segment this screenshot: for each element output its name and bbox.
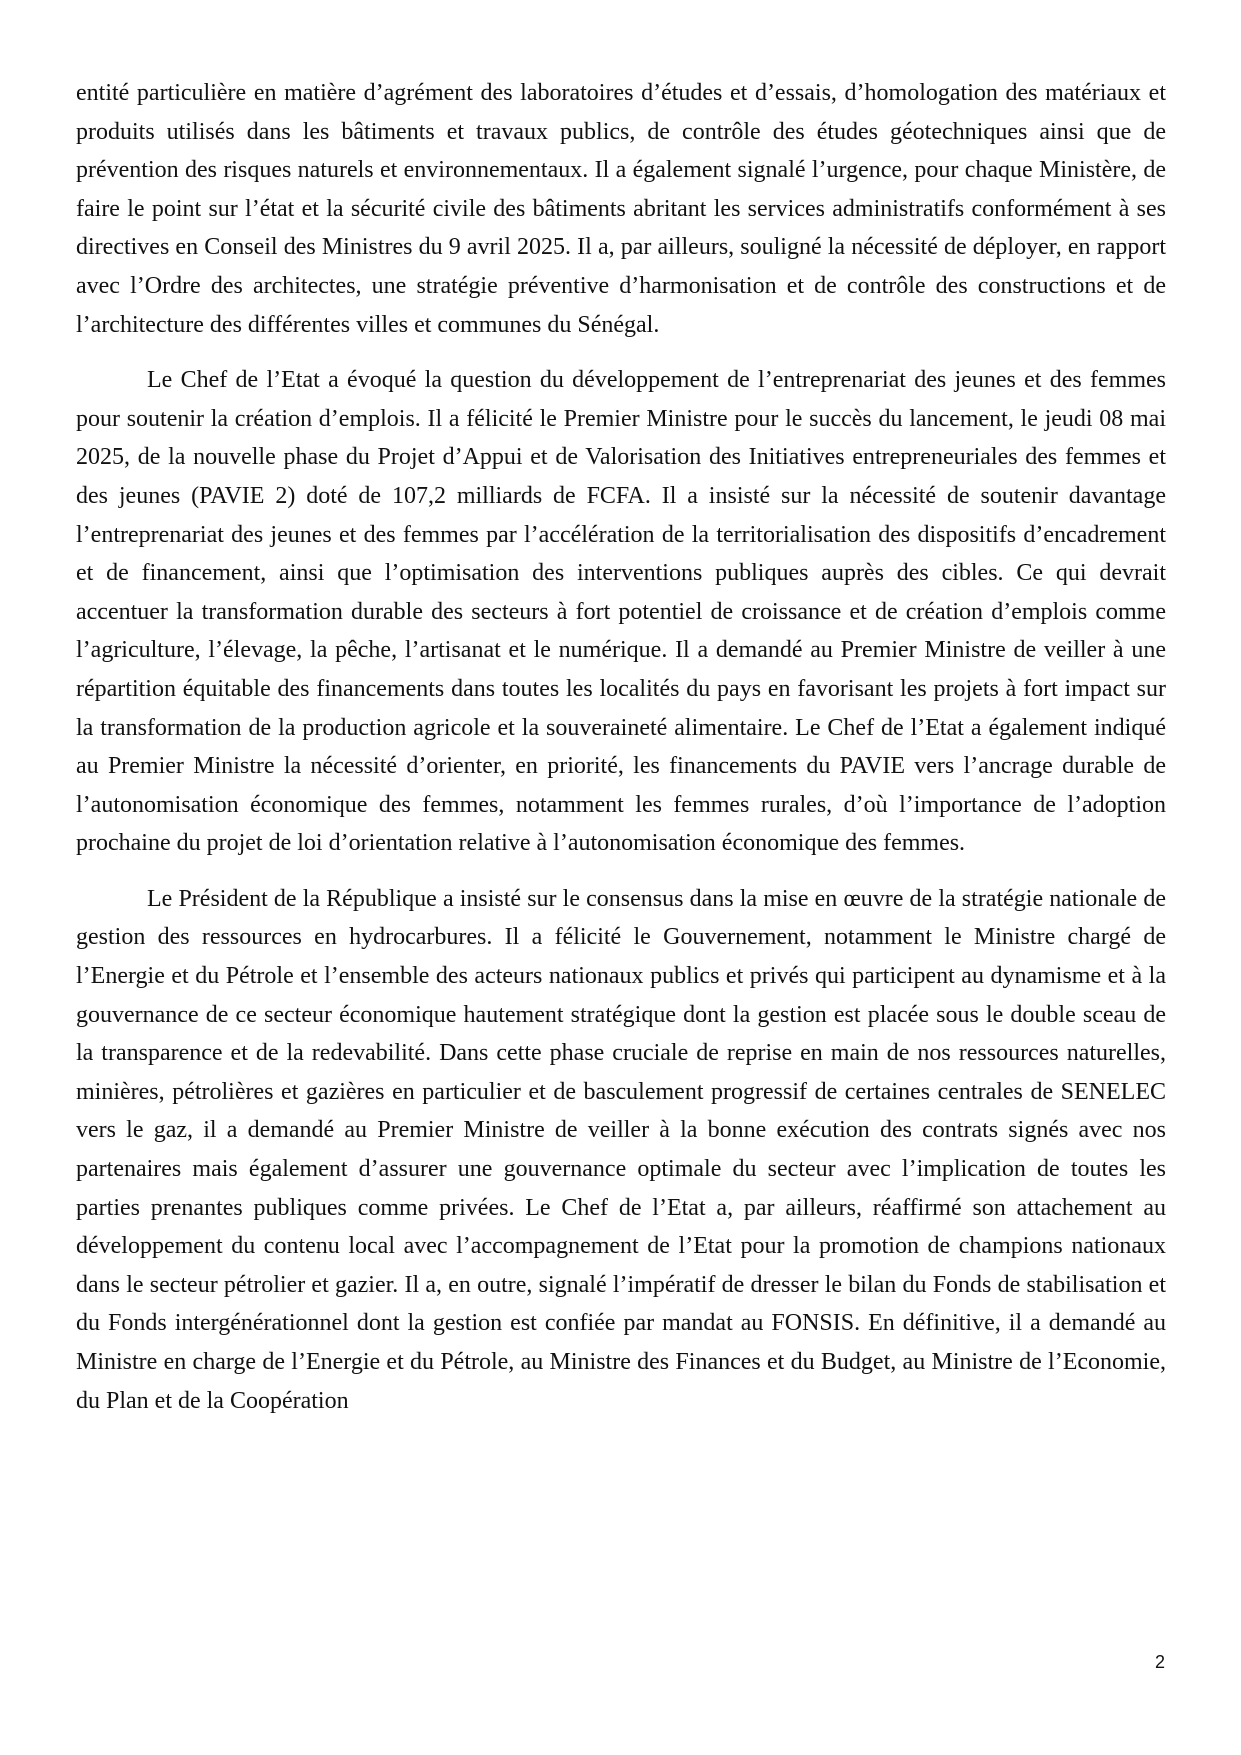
document-page [76,74,1166,1437]
paragraph-construction-control: entité particulière en matière d’agrément des laboratoires d’études et d’essais, d’homologation des matériaux et produits utilisés dans les bâtiments et travaux publics, de contrôle des études géotechniques ainsi que de prévention des risques naturels et environnementaux. Il a également signalé l’urgence, pour chaque Ministère, de faire le point sur l’état et la sécurité civile des bâtiments abritant les services administratifs conformément à ses directives en Conseil des Ministres du 9 avril 2025. Il a, par ailleurs, souligné la nécessité de déployer, en rapport avec l’Ordre des architectes, une stratégie préventive d’harmonisation et de contrôle des constructions et de l’architecture des différentes villes et communes du Sénégal. [76,80,1166,338]
paragraph-hydrocarbons-strategy: Le Président de la République a insisté sur le consensus dans la mise en œuvre de la stratégie nationale de gestion des ressources en hydrocarbures. Il a félicité le Gouvernement, notamment le Ministre chargé de l’Energie et du Pétrole et l’ensemble des acteurs nationaux publics et privés qui participent au dynamisme et à la gouvernance de ce secteur économique hautement stratégique dont la gestion est placée sous le double sceau de la transparence et de la redevabilité. Dans cette phase cruciale de reprise en main de nos ressources naturelles, minières, pétrolières et gazières en particulier et de basculement progressif de certaines centrales de SENELEC vers le gaz, il a demandé au Premier Ministre de veiller à la bonne exécution des contrats signés avec nos partenaires mais également d’assurer une gouvernance optimale du secteur avec l’implication de toutes les parties prenantes publiques comme privées. Le Chef de l’Etat a, par ailleurs, réaffirmé son attachement au développement du contenu local avec l’accompagnement de l’Etat pour la promotion de champions nationaux dans le secteur pétrolier et gazier. Il a, en outre, signalé l’impératif de dresser le bilan du Fonds de stabilisation et du Fonds intergénérationnel dont la gestion est confiée par mandat au FONSIS. En définitive, il a demandé au Ministre en charge de l’Energie et du Pétrole, au Ministre des Finances et du Budget, au Ministre de l’Economie, du Plan et de la Coopération [76,885,1166,1414]
paragraph-youth-women-entrepreneurship: Le Chef de l’Etat a évoqué la question du développement de l’entreprenariat des jeunes et des femmes pour soutenir la création d’emplois. Il a félicité le Premier Ministre pour le succès du lancement, le jeudi 08 mai 2025, de la nouvelle phase du Projet d’Appui et de Valorisation des Initiatives entrepreneuriales des femmes et des jeunes (PAVIE 2) doté de 107,2 milliards de FCFA. Il a insisté sur la nécessité de soutenir davantage l’entreprenariat des jeunes et des femmes par l’accélération de la territorialisation des dispositifs d’encadrement et de financement, ainsi que l’optimisation des interventions publiques auprès des cibles. Ce qui devrait accentuer la transformation durable des secteurs à fort potentiel de croissance et de création d’emplois comme l’agriculture, l’élevage, la pêche, l’artisanat et le numérique. Il a demandé au Premier Ministre de veiller à une répartition équitable des financements dans toutes les localités du pays en favorisant les projets à fort impact sur la transformation de la production agricole et la souveraineté alimentaire. Le Chef de l’Etat a également indiqué au Premier Ministre la nécessité d’orienter, en priorité, les financements du PAVIE vers l’ancrage durable de l’autonomisation économique des femmes, notamment les femmes rurales, d’où l’importance de l’adoption prochaine du projet de loi d’orientation relative à l’autonomisation économique des femmes. [76,367,1166,857]
page-number: 2 [1154,1652,1165,1672]
